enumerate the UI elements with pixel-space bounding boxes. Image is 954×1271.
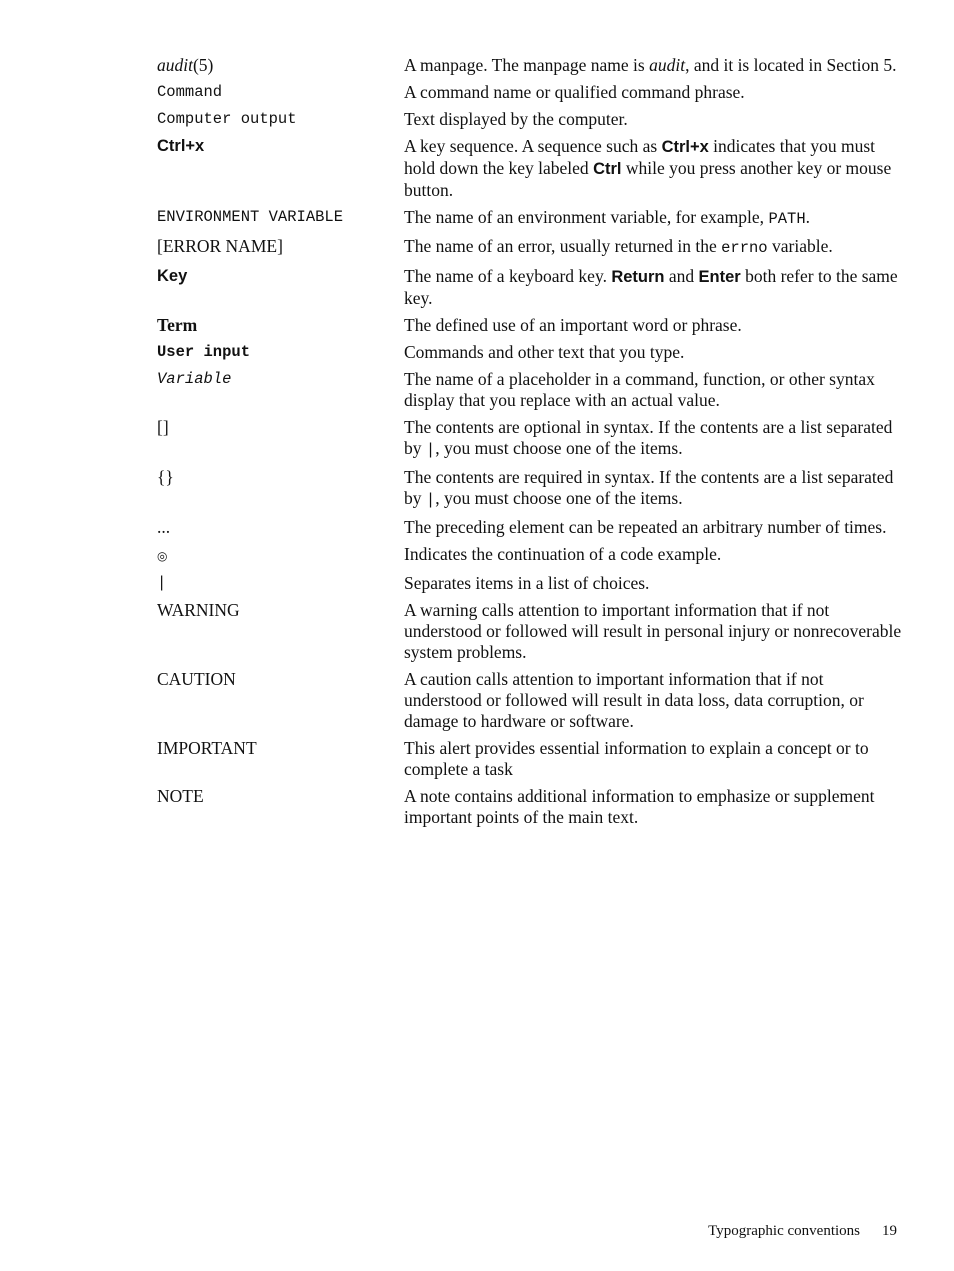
term-cell: ... xyxy=(157,517,171,537)
desc-text: . xyxy=(805,207,811,227)
term-manpage: audit xyxy=(157,55,193,75)
desc-text: indicates that you must hold down the key labeled xyxy=(404,136,876,178)
desc-text: The name of an environment variable, for example, xyxy=(404,207,769,227)
desc-text: A manpage. The manpage name is xyxy=(404,55,650,75)
table-row xyxy=(157,82,902,103)
description-cell xyxy=(404,467,902,511)
table-row xyxy=(157,573,902,594)
term-cell xyxy=(157,55,404,76)
description-cell xyxy=(404,417,902,461)
description-cell xyxy=(404,55,902,76)
desc-code: PATH xyxy=(768,210,806,228)
table-row xyxy=(157,369,902,411)
term-cell: [ERROR NAME] xyxy=(157,236,283,256)
continuation-icon: ◎ xyxy=(157,549,168,563)
table-row xyxy=(157,517,902,538)
desc-text: , you must choose one of the items. xyxy=(435,488,683,508)
description-cell: Indicates the continuation of a code example. xyxy=(404,544,722,564)
table-row xyxy=(157,266,902,309)
term-cell: NOTE xyxy=(157,786,204,806)
table-row xyxy=(157,55,902,76)
description-cell: This alert provides essential information to explain a concept or to complete a task xyxy=(404,738,869,779)
description-cell: Text displayed by the computer. xyxy=(404,109,628,129)
description-cell: Commands and other text that you type. xyxy=(404,342,685,362)
description-cell xyxy=(404,136,902,201)
footer-section-title: Typographic conventions xyxy=(708,1223,860,1239)
table-row xyxy=(157,417,902,461)
desc-text: The contents are required in syntax. If the contents are a list separated by xyxy=(404,467,894,508)
description-cell: A caution calls attention to important information that if not understood or followed will result in data loss, data corruption, or damage to hardware or software. xyxy=(404,669,864,731)
desc-text: The contents are optional in syntax. If the contents are a list separated by xyxy=(404,417,893,458)
table-row xyxy=(157,738,902,780)
description-cell xyxy=(404,236,902,259)
table-row xyxy=(157,207,902,230)
desc-text: both refer to the same key. xyxy=(404,266,898,308)
term-cell: CAUTION xyxy=(157,669,236,689)
table-row xyxy=(157,315,902,336)
term-cell xyxy=(157,544,404,567)
table-row xyxy=(157,467,902,511)
desc-text: A key sequence. A sequence such as xyxy=(404,136,662,156)
table-row xyxy=(157,669,902,732)
term-cell: ENVIRONMENT VARIABLE xyxy=(157,208,344,226)
desc-key: Enter xyxy=(698,268,741,286)
desc-code: errno xyxy=(721,239,768,257)
term-cell: Ctrl+x xyxy=(157,137,205,155)
term-cell: Computer output xyxy=(157,110,297,128)
desc-key: Ctrl xyxy=(593,160,622,178)
page-footer xyxy=(0,1221,897,1241)
table-row xyxy=(157,236,902,259)
desc-text: while you press another key or mouse button. xyxy=(404,158,892,200)
description-cell: A warning calls attention to important information that if not understood or followed will result in personal injury or nonrecoverable system problems. xyxy=(404,600,902,662)
desc-text: , and it is located in Section 5. xyxy=(685,55,897,75)
desc-text: , you must choose one of the items. xyxy=(435,438,683,458)
term-cell: User input xyxy=(157,343,251,361)
description-cell: A command name or qualified command phrase. xyxy=(404,82,745,102)
term-cell: {} xyxy=(157,467,174,487)
description-cell: Separates items in a list of choices. xyxy=(404,573,650,593)
page-number: 19 xyxy=(882,1223,897,1239)
desc-text: The name of an error, usually returned in the xyxy=(404,236,722,256)
conventions-table xyxy=(157,55,902,828)
table-row xyxy=(157,109,902,130)
desc-text: variable. xyxy=(767,236,833,256)
term-cell: | xyxy=(157,574,167,592)
description-cell: The defined use of an important word or phrase. xyxy=(404,315,742,335)
table-row xyxy=(157,544,902,567)
description-cell: The name of a placeholder in a command, function, or other syntax display that you replace with an actual value. xyxy=(404,369,875,410)
desc-key: Return xyxy=(611,268,665,286)
description-cell xyxy=(404,207,902,230)
term-cell: Term xyxy=(157,315,198,335)
table-row xyxy=(157,600,902,663)
term-cell: Variable xyxy=(157,370,232,388)
desc-code: | xyxy=(425,441,436,459)
table-row xyxy=(157,136,902,201)
term-cell: IMPORTANT xyxy=(157,738,257,758)
description-cell: A note contains additional information to emphasize or supplement important points of the main text. xyxy=(404,786,875,827)
term-cell: Key xyxy=(157,267,188,285)
desc-key: Ctrl+x xyxy=(661,138,709,156)
term-manpage-section: (5) xyxy=(192,55,214,75)
term-cell: [] xyxy=(157,417,169,437)
desc-text: The name of a keyboard key. xyxy=(404,266,612,286)
term-cell: Command xyxy=(157,83,223,101)
description-cell xyxy=(404,266,902,309)
desc-emphasis: audit xyxy=(649,55,686,75)
desc-code: | xyxy=(425,491,436,509)
table-row xyxy=(157,342,902,363)
desc-text: and xyxy=(664,266,699,286)
table-row xyxy=(157,786,902,828)
term-cell: WARNING xyxy=(157,600,240,620)
description-cell: The preceding element can be repeated an arbitrary number of times. xyxy=(404,517,887,537)
